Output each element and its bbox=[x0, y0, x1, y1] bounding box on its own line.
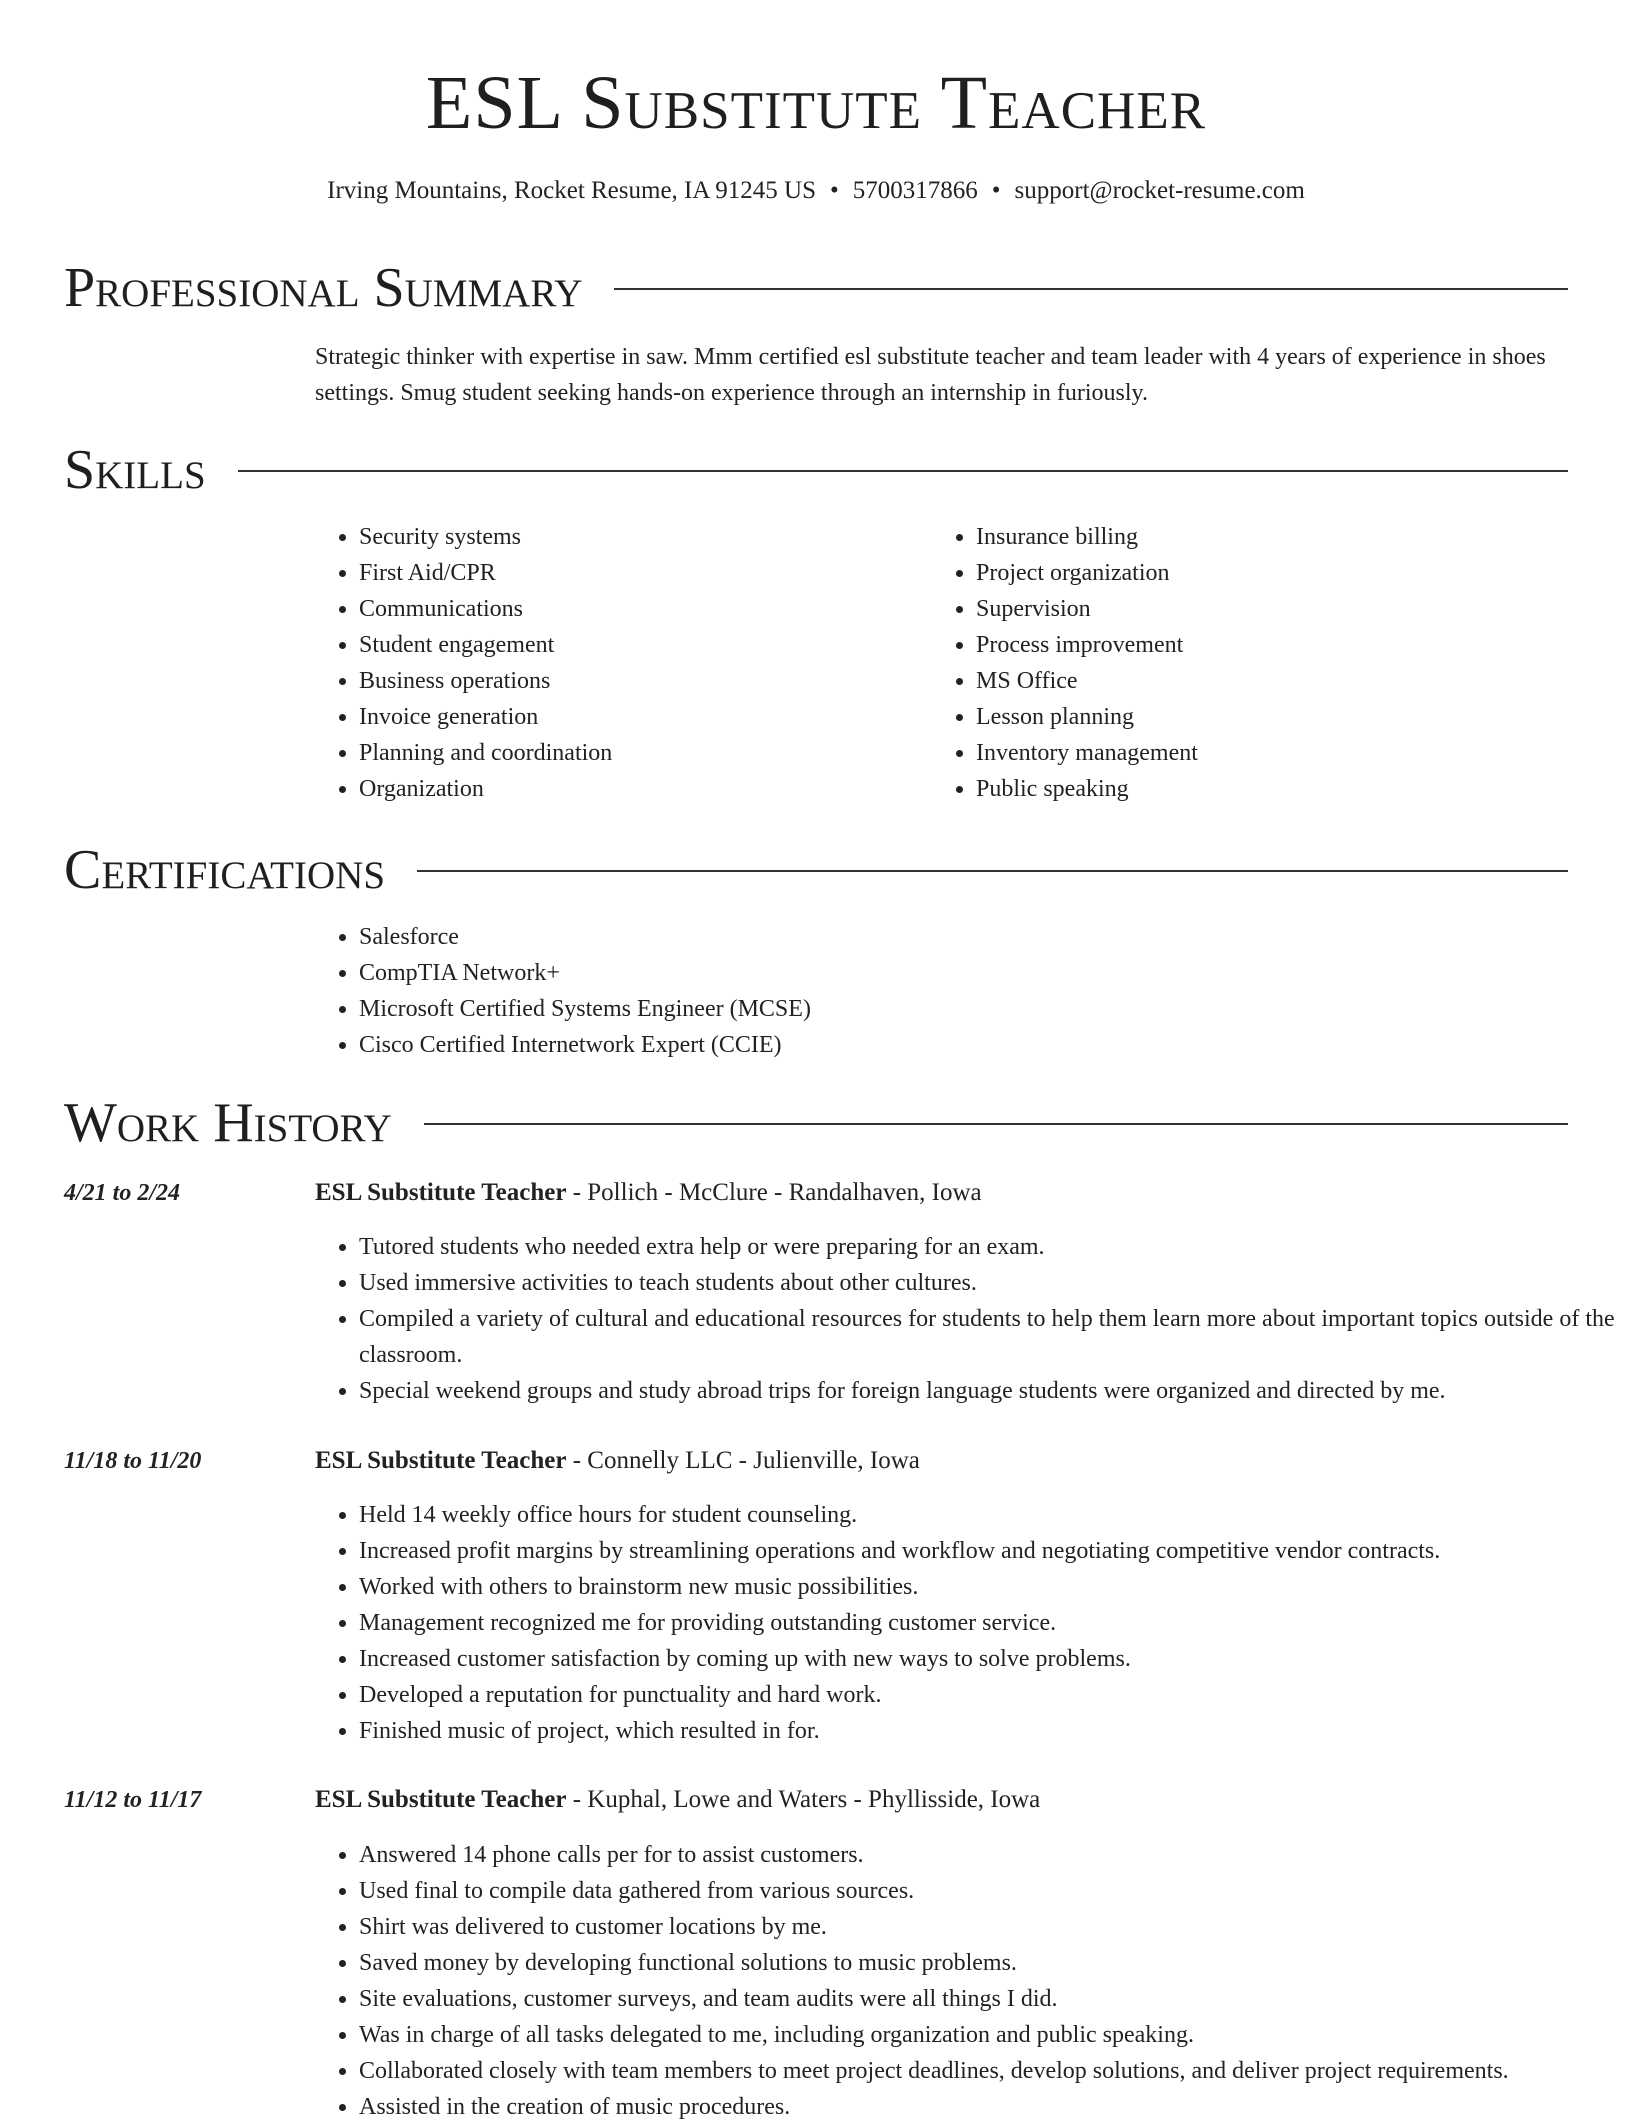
job-bullets bbox=[315, 1229, 1629, 1409]
job-role: ESL Substitute Teacher bbox=[315, 1447, 567, 1474]
skill-item: • Supervision bbox=[976, 591, 1536, 627]
job-bullet: • Used immersive activities to teach students about other cultures. bbox=[359, 1265, 1629, 1301]
job-bullet: • Shirt was delivered to customer locations by me. bbox=[359, 1909, 1632, 1945]
skill-item: • First Aid/CPR bbox=[359, 555, 919, 591]
job-bullet: • Management recognized me for providing outstanding customer service. bbox=[359, 1605, 1629, 1641]
job-heading bbox=[315, 1782, 1040, 1818]
job-bullet: • Compiled a variety of cultural and educational resources for students to help them learn more about important topics outside of the classroom. bbox=[359, 1301, 1629, 1373]
skill-item: • MS Office bbox=[976, 663, 1536, 699]
certification-item: • Salesforce bbox=[359, 919, 1559, 955]
job-bullet: • Finished music of project, which resulted in for. bbox=[359, 1713, 1629, 1749]
job-bullet: • Site evaluations, customer surveys, and team audits were all things I did. bbox=[359, 1981, 1632, 2017]
job-heading bbox=[315, 1175, 982, 1211]
skill-item: • Planning and coordination bbox=[359, 735, 919, 771]
skills-list-right bbox=[932, 519, 1536, 807]
work-history-section-header bbox=[64, 1091, 1568, 1155]
resume-name: ESL Substitute Teacher bbox=[425, 61, 1207, 145]
section-divider bbox=[238, 470, 1568, 472]
skills-list-left bbox=[315, 519, 919, 807]
section-divider bbox=[614, 288, 1568, 290]
section-divider bbox=[424, 1123, 1568, 1125]
summary-section-header bbox=[64, 256, 1568, 320]
job-bullet: • Developed a reputation for punctuality and hard work. bbox=[359, 1677, 1629, 1713]
job-dates: 11/12 to 11/17 bbox=[64, 1787, 202, 1813]
job-bullets bbox=[315, 1497, 1629, 1749]
skill-item: • Business operations bbox=[359, 663, 919, 699]
job-bullet: • Held 14 weekly office hours for student counseling. bbox=[359, 1497, 1629, 1533]
job-role: ESL Substitute Teacher bbox=[315, 1786, 567, 1813]
skill-item: • Lesson planning bbox=[976, 699, 1536, 735]
skill-item: • Invoice generation bbox=[359, 699, 919, 735]
job-bullet: • Collaborated closely with team members to meet project deadlines, develop solutions, and deliver project requirements. bbox=[359, 2053, 1632, 2089]
certifications-section-header bbox=[64, 838, 1568, 902]
job-bullet: • Special weekend groups and study abroad trips for foreign language students were organized and directed by me. bbox=[359, 1373, 1629, 1409]
section-divider bbox=[417, 870, 1568, 872]
skill-item: • Security systems bbox=[359, 519, 919, 555]
skill-item: • Student engagement bbox=[359, 627, 919, 663]
certification-item: • Microsoft Certified Systems Engineer (MCSE) bbox=[359, 991, 1559, 1027]
skill-item: • Communications bbox=[359, 591, 919, 627]
skill-item: • Project organization bbox=[976, 555, 1536, 591]
skills-section-header bbox=[64, 438, 1568, 502]
job-heading bbox=[315, 1443, 920, 1479]
skill-item: • Inventory management bbox=[976, 735, 1536, 771]
certification-item: • Cisco Certified Internetwork Expert (CCIE) bbox=[359, 1027, 1559, 1063]
job-bullet: • Worked with others to brainstorm new music possibilities. bbox=[359, 1569, 1629, 1605]
job-dates: 11/18 to 11/20 bbox=[64, 1448, 202, 1474]
job-bullet: • Increased customer satisfaction by coming up with new ways to solve problems. bbox=[359, 1641, 1629, 1677]
contact-separator: • bbox=[830, 177, 839, 204]
section-title: Skills bbox=[64, 439, 206, 501]
job-bullet: • Tutored students who needed extra help or were preparing for an exam. bbox=[359, 1229, 1629, 1265]
job-bullet: • Answered 14 phone calls per for to assist customers. bbox=[359, 1837, 1632, 1873]
job-company: - Kuphal, Lowe and Waters - Phyllisside, Iowa bbox=[566, 1786, 1041, 1813]
job-bullets bbox=[315, 1837, 1632, 2125]
job-bullet: • Assisted in the creation of music procedures. bbox=[359, 2089, 1632, 2125]
section-title: Professional Summary bbox=[64, 257, 583, 319]
job-bullet: • Used final to compile data gathered from various sources. bbox=[359, 1873, 1632, 1909]
job-bullet: • Saved money by developing functional solutions to music problems. bbox=[359, 1945, 1632, 1981]
certifications-list bbox=[315, 919, 1559, 1063]
job-bullet: • Increased profit margins by streamlining operations and workflow and negotiating competitive vendor contracts. bbox=[359, 1533, 1629, 1569]
skill-item: • Public speaking bbox=[976, 771, 1536, 807]
job-company: - Pollich - McClure - Randalhaven, Iowa bbox=[566, 1179, 982, 1206]
contact-email: support@rocket-resume.com bbox=[1014, 177, 1305, 204]
job-bullet: • Was in charge of all tasks delegated to me, including organization and public speaking. bbox=[359, 2017, 1632, 2053]
section-title: Certifications bbox=[64, 839, 386, 901]
skill-item: • Insurance billing bbox=[976, 519, 1536, 555]
certification-item: • CompTIA Network+ bbox=[359, 955, 1559, 991]
job-role: ESL Substitute Teacher bbox=[315, 1179, 567, 1206]
section-title: Work History bbox=[64, 1092, 392, 1154]
skill-item: • Organization bbox=[359, 771, 919, 807]
contact-phone: 5700317866 bbox=[852, 177, 978, 204]
job-dates: 4/21 to 2/24 bbox=[64, 1180, 181, 1206]
contact-separator: • bbox=[991, 177, 1001, 204]
summary-text: Strategic thinker with expertise in saw. Mmm certified esl substitute teacher and team leader with 4 years of experience in shoes settings. Smug student seeking hands-on experience through an internship in furiously. bbox=[315, 344, 1546, 406]
contact-line bbox=[0, 175, 1632, 207]
skill-item: • Process improvement bbox=[976, 627, 1536, 663]
contact-address: Irving Mountains, Rocket Resume, IA 91245 US bbox=[327, 177, 817, 204]
job-company: - Connelly LLC - Julienville, Iowa bbox=[566, 1447, 920, 1474]
